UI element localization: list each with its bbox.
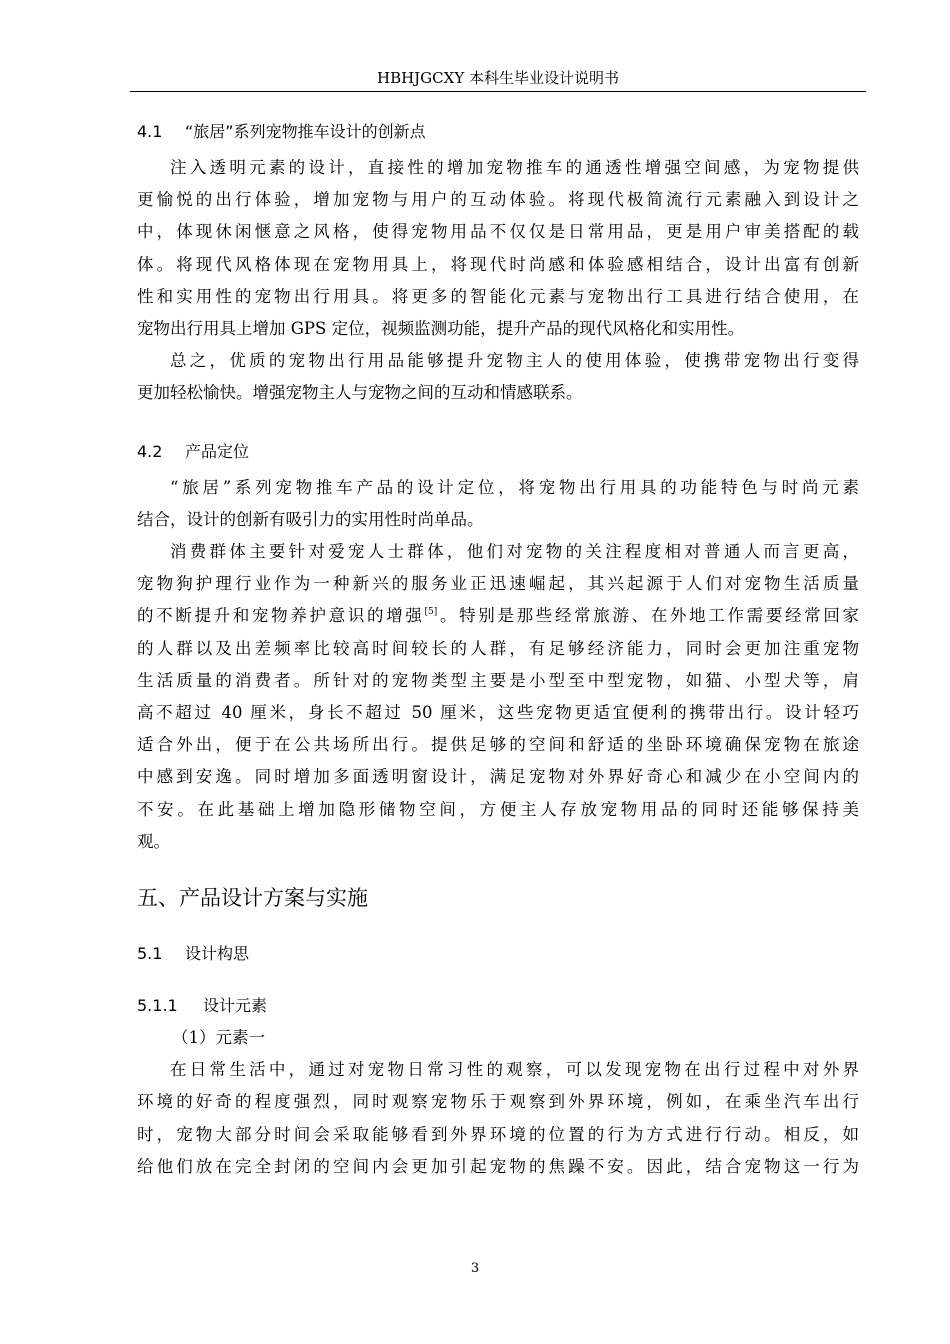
text-line: 消费群体主要针对爱宠人士群体，他们对宠物的关注程度相对普通人而言更高， — [170, 542, 859, 562]
running-header: HBHJGCXY 本科生毕业设计说明书 — [376, 69, 619, 87]
paragraph — [137, 536, 859, 858]
chapter-heading-5: 五、产品设计方案与实施 — [137, 886, 368, 911]
section-heading-4-1 — [137, 116, 859, 148]
paragraph — [137, 152, 859, 345]
text-line: 宠物出行用具上增加 GPS 定位，视频监测功能，提升产品的现代风格化和实用性。 — [137, 319, 745, 339]
text-line: “旅居”系列宠物推车产品的设计定位，将宠物出行用具的功能特色与时尚元素 — [170, 477, 859, 497]
text-line — [137, 600, 859, 632]
text-line: 宠物狗护理行业作为一种新兴的服务业正迅速崛起，其兴起源于人们对宠物生活质量 — [137, 574, 859, 594]
text-line: 中感到安逸。同时增加多面透明窗设计，满足宠物对外界好奇心和减少在小空间内的 — [137, 767, 859, 787]
section-number: 5.1 — [137, 944, 163, 964]
text-fragment: 的不断提升和宠物养护意识的增强 — [137, 606, 425, 626]
section-heading-4-2 — [137, 436, 859, 468]
text-line: 体。将现代风格体现在宠物用具上，将现代时尚感和体验感相结合，设计出富有创新 — [137, 254, 859, 274]
paragraph — [137, 345, 859, 409]
text-line: 的人群以及出差频率比较高时间较长的人群，有足够经济能力，同时会更加注重宠物 — [137, 638, 859, 658]
text-line: 高不超过 40 厘米，身长不超过 50 厘米，这些宠物更适宜便利的携带出行。设计轻巧 — [137, 703, 859, 723]
section-title: 设计构思 — [185, 944, 250, 964]
citation-mark: [5] — [424, 607, 438, 618]
text-line: 时，宠物大部分时间会采取能够看到外界环境的位置的行为方式进行行动。相反，如 — [137, 1124, 859, 1144]
text-line: 生活质量的消费者。所针对的宠物类型主要是小型至中型宠物，如猫、小型犬等，肩 — [137, 670, 859, 690]
text-line: 更愉悦的出行体验，增加宠物与用户的互动体验。将现代极简流行元素融入到设计之 — [137, 190, 859, 210]
header-rule — [130, 91, 866, 92]
paragraph — [137, 1054, 859, 1183]
page-body — [137, 116, 859, 1183]
text-line: 更加轻松愉快。增强宠物主人与宠物之间的互动和情感联系。 — [137, 383, 583, 403]
text-line: 适合外出，便于在公共场所出行。提供足够的空间和舒适的坐卧环境确保宠物在旅途 — [137, 735, 859, 755]
section-heading-5-1-1 — [137, 990, 859, 1022]
section-number: 4.1 — [137, 122, 163, 141]
text-line: 注入透明元素的设计，直接性的增加宠物推车的通透性增强空间感，为宠物提供 — [170, 158, 859, 177]
section-number: 5.1.1 — [137, 996, 178, 1016]
text-line: 给他们放在完全封闭的空间内会更加引起宠物的焦躁不安。因此，结合宠物这一行为 — [137, 1156, 859, 1176]
text-line: 性和实用性的宠物出行用具。将更多的智能化元素与宠物出行工具进行结合使用，在 — [137, 286, 859, 306]
text-line: 不安。在此基础上增加隐形储物空间，方便主人存放宠物用品的同时还能够保持美 — [137, 799, 859, 819]
section-title: 设计元素 — [203, 996, 268, 1016]
section-title: “旅居”系列宠物推车设计的创新点 — [185, 122, 426, 141]
section-title: 产品定位 — [185, 441, 250, 461]
section-number: 4.2 — [137, 441, 163, 461]
text-line: 总之，优质的宠物出行用品能够提升宠物主人的使用体验，使携带宠物出行变得 — [170, 351, 859, 371]
text-fragment: 。特别是那些经常旅游、在外地工作需要经常回家 — [437, 606, 860, 626]
text-line: 中，体现休闲惬意之风格，使得宠物用品不仅仅是日常用品，更是用户审美搭配的载 — [137, 222, 859, 242]
paragraph — [137, 472, 859, 536]
section-heading-5-1 — [137, 938, 859, 970]
text-line: 在日常生活中，通过对宠物日常习性的观察，可以发现宠物在出行过程中对外界 — [170, 1060, 859, 1080]
page-number: 3 — [470, 1261, 480, 1276]
text-line: 结合，设计的创新有吸引力的实用性时尚单品。 — [137, 509, 484, 529]
text-line: 环境的好奇的程度强烈，同时观察宠物乐于观察到外界环境，例如，在乘坐汽车出行 — [137, 1092, 859, 1112]
list-item-label: （1）元素一 — [172, 1028, 265, 1048]
text-line: 观。 — [137, 831, 170, 851]
